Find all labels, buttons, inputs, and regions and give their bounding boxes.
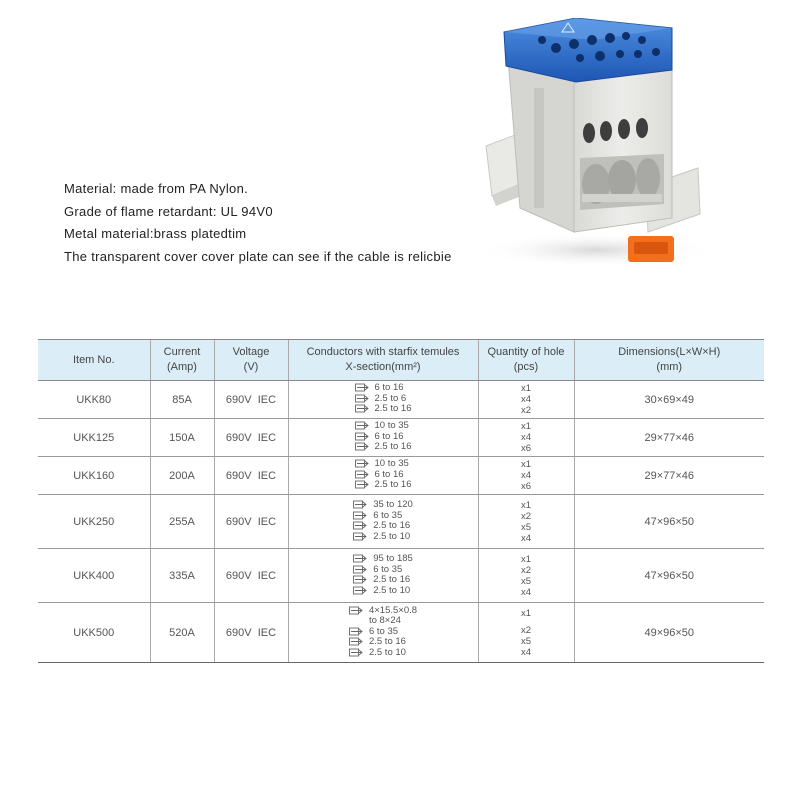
quantity-item: x5 (520, 635, 532, 647)
conductor-size: 95 to 185 (373, 553, 413, 565)
conductor-list (353, 499, 413, 541)
cell-voltage: 690V IEC (214, 495, 288, 549)
conductor-item (355, 469, 412, 480)
conductor-size: 2.5 to 10 (373, 530, 411, 542)
conductor-size: 2.5 to 16 (374, 403, 412, 415)
table-row (38, 603, 764, 663)
conductor-size: 2.5 to 6 (374, 392, 407, 404)
header-voltage: Voltage (V) (214, 340, 288, 381)
cell-item: UKK80 (38, 381, 150, 419)
conductor-item (349, 647, 417, 658)
cell-voltage: 690V IEC (214, 419, 288, 457)
conductor-item (355, 393, 412, 404)
cell-current: 255A (150, 495, 214, 549)
quantity-item: x4 (520, 532, 532, 544)
quantity-list (521, 554, 531, 598)
cell-conductors (288, 495, 478, 549)
cell-voltage: 690V IEC (214, 381, 288, 419)
quantity-item: x6 (520, 443, 532, 454)
conductor-icon (353, 500, 370, 509)
cell-item: UKK125 (38, 419, 150, 457)
conductor-size: 6 to 16 (374, 468, 404, 480)
conductor-item (353, 510, 413, 521)
cell-dimensions: 47×96×50 (574, 549, 764, 603)
conductor-list (355, 421, 412, 453)
table-row (38, 457, 764, 495)
conductor-icon (353, 532, 370, 541)
quantity-list (521, 608, 531, 658)
cell-quantity (478, 603, 574, 663)
quantity-list (521, 500, 531, 544)
quantity-item: x2 (520, 564, 532, 576)
conductor-size: to 8×24 (368, 615, 401, 627)
quantity-list (521, 383, 531, 416)
conductor-icon (353, 575, 370, 584)
conductor-icon (353, 586, 370, 595)
conductor-item (353, 585, 413, 596)
conductor-size: 2.5 to 16 (374, 479, 412, 491)
quantity-item: x1 (520, 383, 532, 394)
conductor-list (355, 383, 412, 415)
cell-dimensions: 47×96×50 (574, 495, 764, 549)
quantity-item: x4 (520, 470, 532, 481)
conductor-size: 6 to 35 (368, 625, 399, 637)
conductor-icon (355, 383, 372, 392)
conductor-icon (353, 565, 370, 574)
cell-current: 520A (150, 603, 214, 663)
conductor-icon (355, 421, 372, 430)
cell-current: 200A (150, 457, 214, 495)
conductor-icon (355, 394, 372, 403)
cell-quantity (478, 549, 574, 603)
conductor-item (355, 431, 412, 442)
conductor-size: 6 to 35 (373, 563, 403, 575)
conductor-icon (355, 470, 372, 479)
header-conductors: Conductors with starfix temules X-section(mm²) (288, 340, 478, 381)
conductor-icon (355, 459, 372, 468)
cell-item: UKK160 (38, 457, 150, 495)
quantity-item: x1 (520, 553, 532, 565)
conductor-item (353, 553, 413, 564)
table-row (38, 495, 764, 549)
cell-conductors (288, 381, 478, 419)
quantity-item: x5 (520, 521, 532, 533)
quantity-item: x1 (520, 459, 532, 470)
conductor-list (355, 459, 412, 491)
cell-quantity (478, 381, 574, 419)
feature-list (64, 178, 524, 268)
cell-dimensions: 29×77×46 (574, 419, 764, 457)
header-quantity: Quantity of hole (pcs) (478, 340, 574, 381)
cell-quantity (478, 457, 574, 495)
table-header-row (38, 340, 764, 381)
feature-metal-material: Metal material:brass platedtim (64, 226, 247, 241)
conductor-size: 2.5 to 10 (368, 646, 406, 658)
conductor-item (355, 383, 412, 394)
conductor-icon (355, 442, 372, 451)
conductor-size: 10 to 35 (374, 458, 409, 470)
conductor-icon (353, 521, 370, 530)
header-item: Item No. (38, 340, 150, 381)
conductor-item (355, 404, 412, 415)
conductor-size: 2.5 to 10 (373, 584, 411, 596)
quantity-list (521, 421, 531, 454)
conductor-size: 4×15.5×0.8 (368, 604, 418, 616)
quantity-item: x5 (520, 575, 532, 587)
quantity-item: x4 (520, 646, 532, 658)
cell-quantity (478, 495, 574, 549)
feature-transparent-cover: The transparent cover cover plate can see if the cable is relicbie (64, 248, 452, 264)
conductor-item (349, 637, 417, 648)
conductor-size: 10 to 35 (374, 420, 409, 432)
conductor-size: 35 to 120 (373, 499, 413, 511)
conductor-item (349, 626, 417, 637)
cell-conductors (288, 603, 478, 663)
cell-voltage: 690V IEC (214, 549, 288, 603)
conductor-list (353, 553, 413, 595)
quantity-item: x4 (520, 394, 532, 405)
conductor-size: 2.5 to 16 (373, 520, 411, 532)
header-current: Current (Amp) (150, 340, 214, 381)
conductor-item (355, 480, 412, 491)
feature-flame-grade: Grade of flame retardant: UL 94V0 (64, 203, 273, 219)
table-row (38, 419, 764, 457)
quantity-item: x2 (520, 405, 532, 416)
conductor-icon (349, 606, 366, 615)
conductor-item (353, 564, 413, 575)
conductor-icon (355, 480, 372, 489)
quantity-item: x4 (520, 586, 532, 598)
cell-conductors (288, 419, 478, 457)
cell-dimensions: 30×69×49 (574, 381, 764, 419)
quantity-item: x4 (520, 432, 532, 443)
quantity-item: x1 (520, 499, 532, 511)
conductor-item (353, 574, 413, 585)
conductor-item (349, 605, 417, 616)
conductor-size: 2.5 to 16 (368, 636, 406, 648)
table-row (38, 549, 764, 603)
cell-quantity (478, 419, 574, 457)
cell-current: 85A (150, 381, 214, 419)
cell-item: UKK400 (38, 549, 150, 603)
cell-dimensions: 29×77×46 (574, 457, 764, 495)
feature-material: Material: made from PA Nylon. (64, 181, 249, 196)
conductor-icon (355, 432, 372, 441)
cell-voltage: 690V IEC (214, 457, 288, 495)
cell-voltage: 690V IEC (214, 603, 288, 663)
conductor-icon (353, 511, 370, 520)
conductor-size: 2.5 to 16 (373, 574, 411, 586)
conductor-item (353, 499, 413, 510)
cell-current: 335A (150, 549, 214, 603)
cell-current: 150A (150, 419, 214, 457)
conductor-size: 6 to 35 (373, 509, 403, 521)
quantity-item: x2 (520, 624, 532, 636)
conductor-item (349, 616, 417, 627)
header-dimensions: Dimensions(L×W×H) (mm) (574, 340, 764, 381)
conductor-size: 2.5 to 16 (374, 441, 412, 453)
conductor-icon (355, 404, 372, 413)
cell-dimensions: 49×96×50 (574, 603, 764, 663)
conductor-icon (349, 648, 366, 657)
conductor-list (349, 605, 417, 658)
spec-table (38, 339, 764, 663)
conductor-item (353, 531, 413, 542)
conductor-icon (353, 554, 370, 563)
cell-item: UKK250 (38, 495, 150, 549)
conductor-item (353, 520, 413, 531)
cell-conductors (288, 457, 478, 495)
conductor-item (355, 421, 412, 432)
conductor-icon (349, 637, 366, 646)
quantity-item: x1 (520, 421, 532, 432)
cell-conductors (288, 549, 478, 603)
quantity-item: x1 (520, 607, 532, 619)
quantity-item: x6 (520, 481, 532, 492)
conductor-size: 6 to 16 (374, 430, 404, 442)
conductor-icon (349, 627, 366, 636)
quantity-item: x2 (520, 510, 532, 522)
conductor-item (355, 442, 412, 453)
table-row (38, 381, 764, 419)
cell-item: UKK500 (38, 603, 150, 663)
conductor-size: 6 to 16 (374, 382, 404, 394)
quantity-list (521, 459, 531, 492)
conductor-item (355, 459, 412, 470)
